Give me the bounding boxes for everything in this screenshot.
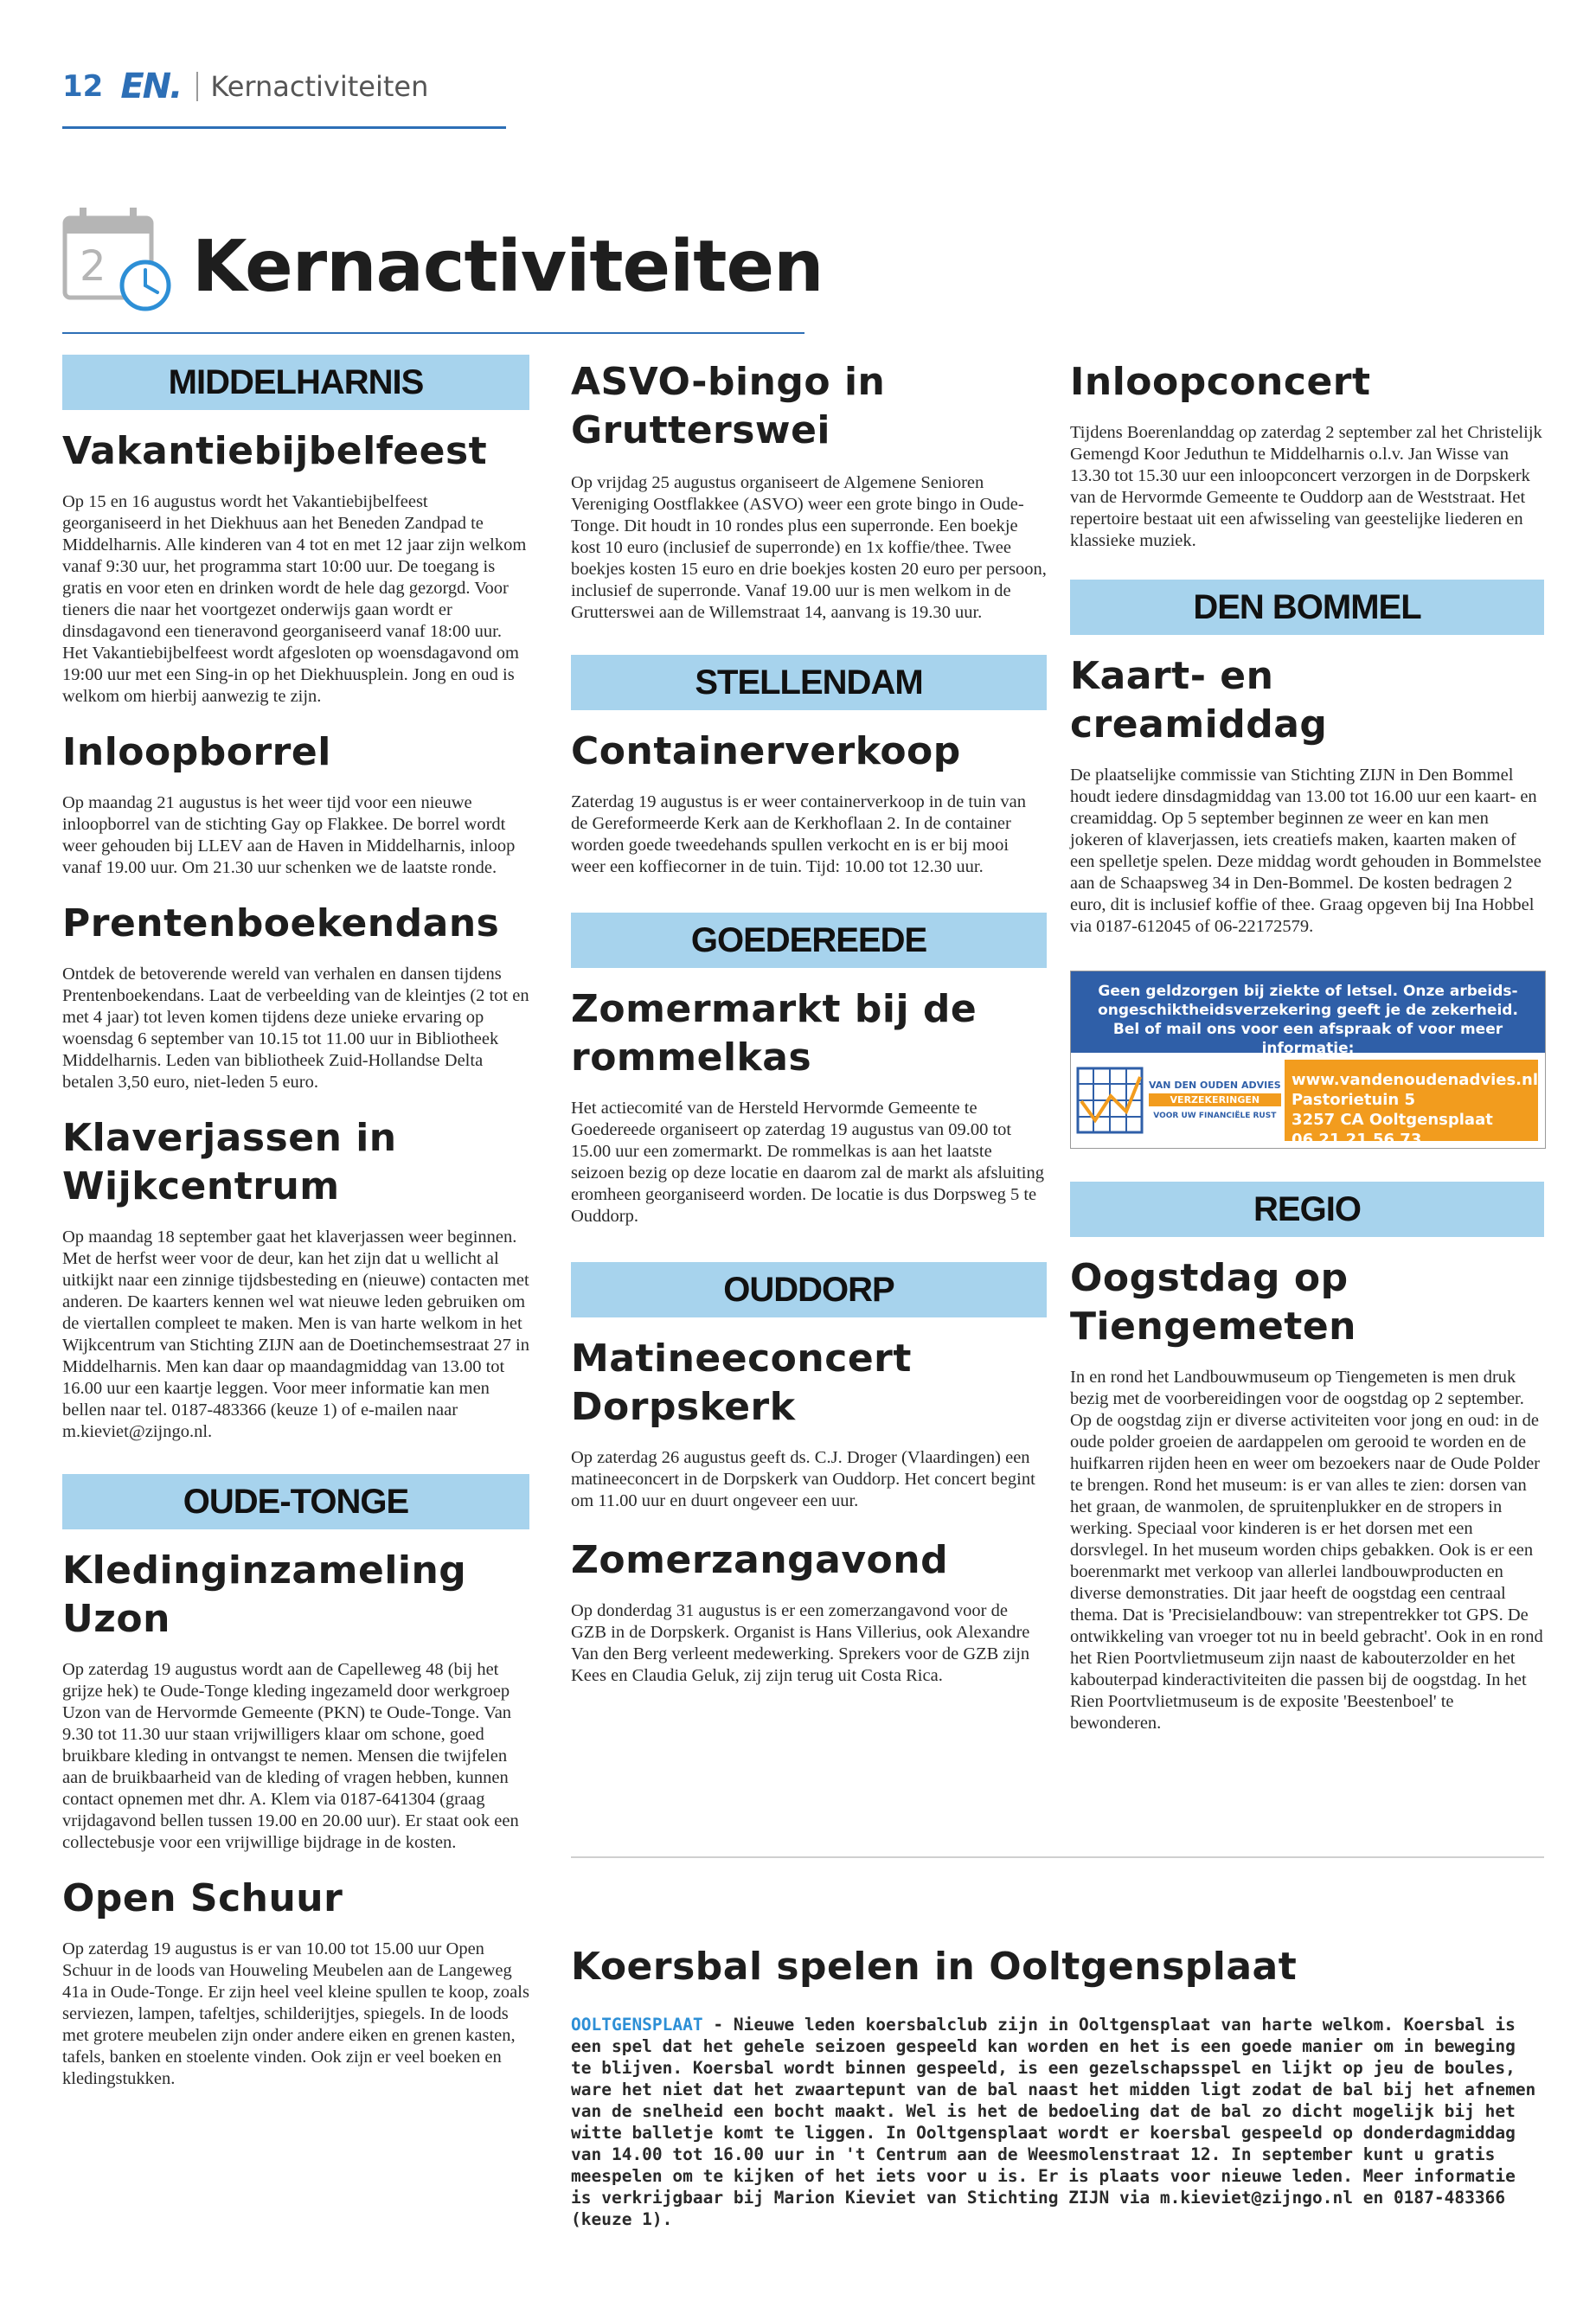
article-title-kaartmiddag: Kaart- en creamiddag [1070, 654, 1328, 747]
article-body-kaartmiddag: De plaatselijke commissie van Stichting ZIJN in Den Bommel houdt iedere dinsdagmiddag van 13.00 tot 16.00 uur een kaart- en creamiddag. Op 5 september beginnen ze weer en kan men jokeren of klaverjassen, iets creatiefs maken, kaarten maken of een spelletje spelen. Deze middag wordt gehouden in Bommelstee aan de Schaapsweg 34 in Den-Bommel. De kosten bedragen 2 euro, dit is inclusief koffie of thee. Graag opgeven bij Ina Hobbel via 0187-612045 of 06-22172579. [1070, 766, 1542, 936]
column-right [1070, 355, 1544, 1734]
article-title-zomermarkt: Zomermarkt bij de rommelkas [571, 987, 977, 1080]
calendar-clock-icon [62, 206, 173, 317]
article-body-inloopborrel: Op maandag 21 augustus is het weer tijd voor een nieuwe inloopborrel van de stichting Gay op Flakkee. De borrel wordt weer gehouden bij LLEV aan de Haven in Middelharnis, inloop vanaf 19.00 uur. Om 21.30 uur schenken we de laatste ronde. [62, 793, 516, 877]
ad-logo [1071, 1053, 1285, 1148]
article-title-kledinginzameling: Kledinginzameling Uzon [62, 1548, 467, 1641]
advertisement[interactable] [1070, 971, 1546, 1149]
article-body-kledinginzameling: Op zaterdag 19 augustus wordt aan de Capelleweg 48 (bij het grijze hek) te Oude-Tonge kleding ingezameld door werkgroep Uzon van de Hervormde Gemeente (PKN) te Oude-Tonge. Van 9.30 tot 11.30 uur staan vrijwilligers klaar om schone, goed bruikbare kleding in ontvangst te nemen. Mensen die twijfelen aan de bruikbaarheid van de kleding of vragen hebben, kunnen contact opnemen met dhr. A. Klem via 0187-641304 (graag vrijdagavond bellen tussen 19.00 en 20.00 uur). Er staat ook een collectebusje voor een vrijwillige bijdrage in de kosten. [62, 1660, 519, 1852]
article-body-vakantiebijbelfeest: Op 15 en 16 augustus wordt het Vakantiebijbelfeest georganiseerd in het Diekhuus aan het Beneden Zandpad te Middelharnis. Alle kinderen van 4 tot en met 12 jaar zijn welkom vanaf 9:30 uur, het programma start 10:00 uur. De toegang is gratis en voor eten en drinken wordt de hele dag gezorgd. Voor tieners die naar het voortgezet onderwijs gaan wordt er dinsdagavond een tieneravond georganiseerd vanaf 18:00 uur. Het Vakantiebijbelfeest wordt afgesloten op woensdagavond om 19:00 uur met een Sing-in op het Diekhuusplein. Jong en oud is welkom om hierbij aanwezig te zijn. [62, 492, 527, 706]
region-banner-oude-tonge: OUDE-TONGE [62, 1474, 529, 1529]
header-rule [62, 126, 506, 129]
article-body-zomermarkt: Het actiecomité van de Hersteld Hervormde Gemeente te Goedereede organiseert op zaterdag 19 augustus van 09.00 tot 15.00 uur een zomermarkt. De rommelkas is aan het laatste seizoen bezig op deze locatie en daarom zal de markt als afsluiting eromheen georganiseerd worden. De locatie is dus Dorpsweg 5 te Ouddorp. [571, 1099, 1045, 1226]
article-body-prentenboekendans: Ontdek de betoverende wereld van verhalen en dansen tijdens Prentenboekendans. Laat de verbeelding van de kleintjes (2 tot en met 4 jaar) tot leven komen tijdens deze unieke ervaring op woensdag 6 september van 10.15 tot 11.00 uur in Bibliotheek Middelharnis. Leden van bibliotheek Zuid-Hollandse Delta betalen 3,50 euro, niet-leden 5 euro. [62, 965, 529, 1092]
ad-headline-line-2: ongeschiktheidsverzekering geeft je de zekerheid. [1098, 1002, 1518, 1019]
article-title-prentenboekendans: Prentenboekendans [62, 901, 500, 945]
article-body-zomerzangavond: Op donderdag 31 augustus is er een zomerzangavond voor de GZB in de Dorpskerk. Organist is Hans Villerius, ook Alexandre Van den Berg verleent medewerking. Sprekers voor de GZB zijn Kees en Claudia Geluk, zij zijn terug uit Costa Rica. [571, 1601, 1030, 1685]
article-body-koersbal [571, 2014, 1544, 2230]
article-koersbal [571, 1943, 1544, 2230]
article-title-asvo-bingo: ASVO-bingo in Grutterswei [571, 360, 886, 452]
article-body-matineeconcert: Op zaterdag 26 augustus geeft ds. C.J. Droger (Vlaardingen) een matineeconcert in de Dorpskerk van Ouddorp. Het concert begint om 11.00 uur en duurt ongeveer een uur. [571, 1448, 1035, 1510]
article-title-vakantiebijbelfeest: Vakantiebijbelfeest [62, 429, 488, 473]
chart-graph-icon [1076, 1067, 1144, 1134]
ad-company: VAN DEN OUDEN ADVIES [1149, 1079, 1281, 1091]
article-title-zomerzangavond: Zomerzangavond [571, 1538, 949, 1582]
ad-headline [1071, 971, 1545, 1057]
ad-company-tag: VERZEKERINGEN [1149, 1093, 1281, 1106]
region-banner-middelharnis: MIDDELHARNIS [62, 355, 529, 410]
article-title-matineeconcert: Matineeconcert Dorpskerk [571, 1336, 912, 1429]
ad-headline-line-3: Bel of mail ons voor een afspraak of voor meer informatie: [1112, 1021, 1503, 1057]
ad-company-name [1149, 1079, 1281, 1123]
column-middle [571, 355, 1047, 1687]
ad-bottom [1071, 1053, 1545, 1148]
article-body-klaverjassen: Op maandag 18 september gaat het klaverjassen weer beginnen. Met de herfst weer voor de deur, kan het zijn dat u wellicht al uitkijkt naar een zinnige tijdsbesteding en (nieuwe) contacten met anderen. De kaarters kennen wel wat nieuwe leden gebruiken om de viertallen compleet te maken. Men is van harte welkom in het Wijkcentrum van Stichting ZIJN aan de Doetinchemsestraat 27 in Middelharnis. Men kan daar op maandagmiddag van 13.00 tot 16.00 uur een kaartje leggen. Voor meer informatie kan men bellen naar tel. 0187-483366 (keuze 1) of e-mailen naar m.kieviet@zijngo.nl. [62, 1227, 529, 1441]
region-banner-stellendam: STELLENDAM [571, 655, 1047, 710]
page-number: 12 [62, 69, 104, 104]
article-title-inloopconcert: Inloopconcert [1070, 360, 1371, 404]
article-title-open-schuur: Open Schuur [62, 1876, 343, 1920]
title-rule [62, 332, 804, 334]
article-body-open-schuur: Op zaterdag 19 augustus is er van 10.00 tot 15.00 uur Open Schuur in de loods van Houweling Meubelen aan de Langeweg 41a in Oude-Tonge. Er zijn heel veel kleine spullen te koop, zoals serviezen, lampen, tafeltjes, schilderijtjes, spiegels. In de loods met grotere meubelen zijn onder andere eiken en grenen kasten, tafels, banken en stoelente vinden. Ook zijn er veel boeken en kledingstukken. [62, 1939, 529, 2088]
ad-contact [1285, 1060, 1538, 1149]
ad-website-link[interactable]: www.vandenoudenadvies.nl [1292, 1071, 1538, 1089]
bottom-divider [571, 1856, 1544, 1858]
article-body-inloopconcert: Tijdens Boerenlanddag op zaterdag 2 september zal het Christelijk Gemengd Koor Jeduthun te Middelharnis o.l.v. Jan Wisse van 13.30 tot 15.30 uur een inloopconcert verzorgen in de Dorpskerk van de Hervormde Gemeente te Ouddorp aan de Weststraat. Het repertoire bestaat uit een afwisseling van geestelijke liederen en klassieke muziek. [1070, 423, 1542, 550]
article-body-oogstdag: In en rond het Landbouwmuseum op Tiengemeten is men druk bezig met de voorbereidingen voor de oogstdag op 2 september. Op de oogstdag zijn er diverse activiteiten voor jong en oud: in de oude polder groeien de aardappelen om gerooid te worden en de huifkarren rijden heen en weer om bezoekers naar de Oude Polder te brengen. Rond het museum: is er van alles te zien: dorsen van het graan, de wanmolen, de spruitenplukker en de stropers in werking. Speciaal voor kinderen is er het dorsen met een dorsvlegel. In het museum worden chips gebakken. Ook is er een boerenmarkt met verkoop van allerlei landbouwproducten en diverse demonstraties. Dit jaar heeft de oogstdag een centraal thema. Dat is 'Precisielandbouw: van strepentrekker tot GPS. De ontwikkeling van vroeger tot nu in beeld gebracht'. Ook in en rond het Rien Poortvlietmuseum zijn naast de kabouterzolder en het kabouterpad kinderactiviteiten die passen bij de oogstdag. In het Rien Poortvlietmuseum is de exposite 'Beestenboel' te bewonderen. [1070, 1368, 1543, 1733]
column-left [62, 355, 529, 2090]
article-title-oogstdag: Oogstdag op Tiengemeten [1070, 1256, 1356, 1349]
section-name: Kernactiviteiten [210, 70, 429, 103]
header-divider [196, 72, 198, 101]
article-body-koersbal-text: - Nieuwe leden koersbalclub zijn in Ooltgensplaat van harte welkom. Koersbal is een spel dat het gehele seizoen gespeeld kan worden en het is een goede manier om in beweging te blijven. Koersbal wordt binnen gespeeld, is een gezelschapsspel en lijkt op jeu de boules, ware het niet dat het zwaartepunt van de bal naast het midden ligt zodat de bal bij het afnemen van de snelheid een bocht maakt. Wel is het de bedoeling dat de bal zo dicht mogelijk bij het witte balletje komt te liggen. In Ooltgensplaat wordt er koersbal gespeeld op donderdagmiddag van 14.00 tot 16.00 uur in 't Centrum aan de Weesmolenstraat 12. In september kunt u gratis meespelen om te kijken of het iets voor u is. Er is plaats voor nieuwe leden. Meer informatie is verkrijgbaar bij Marion Kieviet van Stichting ZIJN via m.kieviet@zijngo.nl en 0187-483366 (keuze 1). [571, 2015, 1536, 2229]
article-title-containerverkoop: Containerverkoop [571, 729, 961, 773]
article-dateline: OOLTGENSPLAAT [571, 2015, 703, 2035]
ad-phone[interactable]: 06 21 21 56 73 [1292, 1131, 1422, 1149]
brand-logo: EN. [120, 67, 182, 106]
running-header [62, 69, 428, 104]
region-banner-goedereede: GOEDEREEDE [571, 913, 1047, 968]
ad-street: Pastorietuin 5 [1292, 1091, 1416, 1109]
calendar-digit: 2 [80, 242, 106, 291]
article-title-koersbal: Koersbal spelen in Ooltgensplaat [571, 1945, 1298, 1989]
region-banner-regio: REGIO [1070, 1182, 1544, 1237]
article-body-asvo-bingo: Op vrijdag 25 augustus organiseert de Algemene Senioren Vereniging Oostflakkee (ASVO) weer een grote bingo in Oude-Tonge. Dit houdt in 10 rondes plus een superronde. Een boekje kost 10 euro (inclusief de superronde) en 1x koffie/thee. Twee boekjes kosten 15 euro en drie boekjes kosten 20 euro per persoon, inclusief de superronde. Vanaf 19.00 uur is men welkom in de Grutterswei aan de Willemstraat 14, aanvang is 19.30 uur. [571, 473, 1047, 622]
article-body-containerverkoop: Zaterdag 19 augustus is er weer containerverkoop in de tuin van de Gereformeerde Kerk aan de Kerkhoflaan 2. In de container worden goede tweedehands spullen verkocht en is er bij mooi weer een koffiecorner in de tuin. Tijd: 10.00 tot 12.30 uur. [571, 792, 1026, 876]
article-title-inloopborrel: Inloopborrel [62, 730, 331, 774]
ad-headline-line-1: Geen geldzorgen bij ziekte of letsel. Onze arbeids- [1098, 983, 1518, 1000]
region-banner-ouddorp: OUDDORP [571, 1262, 1047, 1317]
ad-city: 3257 CA Ooltgensplaat [1292, 1111, 1493, 1129]
ad-company-slogan: VOOR UW FINANCIËLE RUST [1153, 1111, 1277, 1120]
region-banner-den-bommel: DEN BOMMEL [1070, 580, 1544, 635]
page-title: Kernactiviteiten [192, 226, 824, 308]
article-title-klaverjassen: Klaverjassen in Wijkcentrum [62, 1116, 397, 1208]
